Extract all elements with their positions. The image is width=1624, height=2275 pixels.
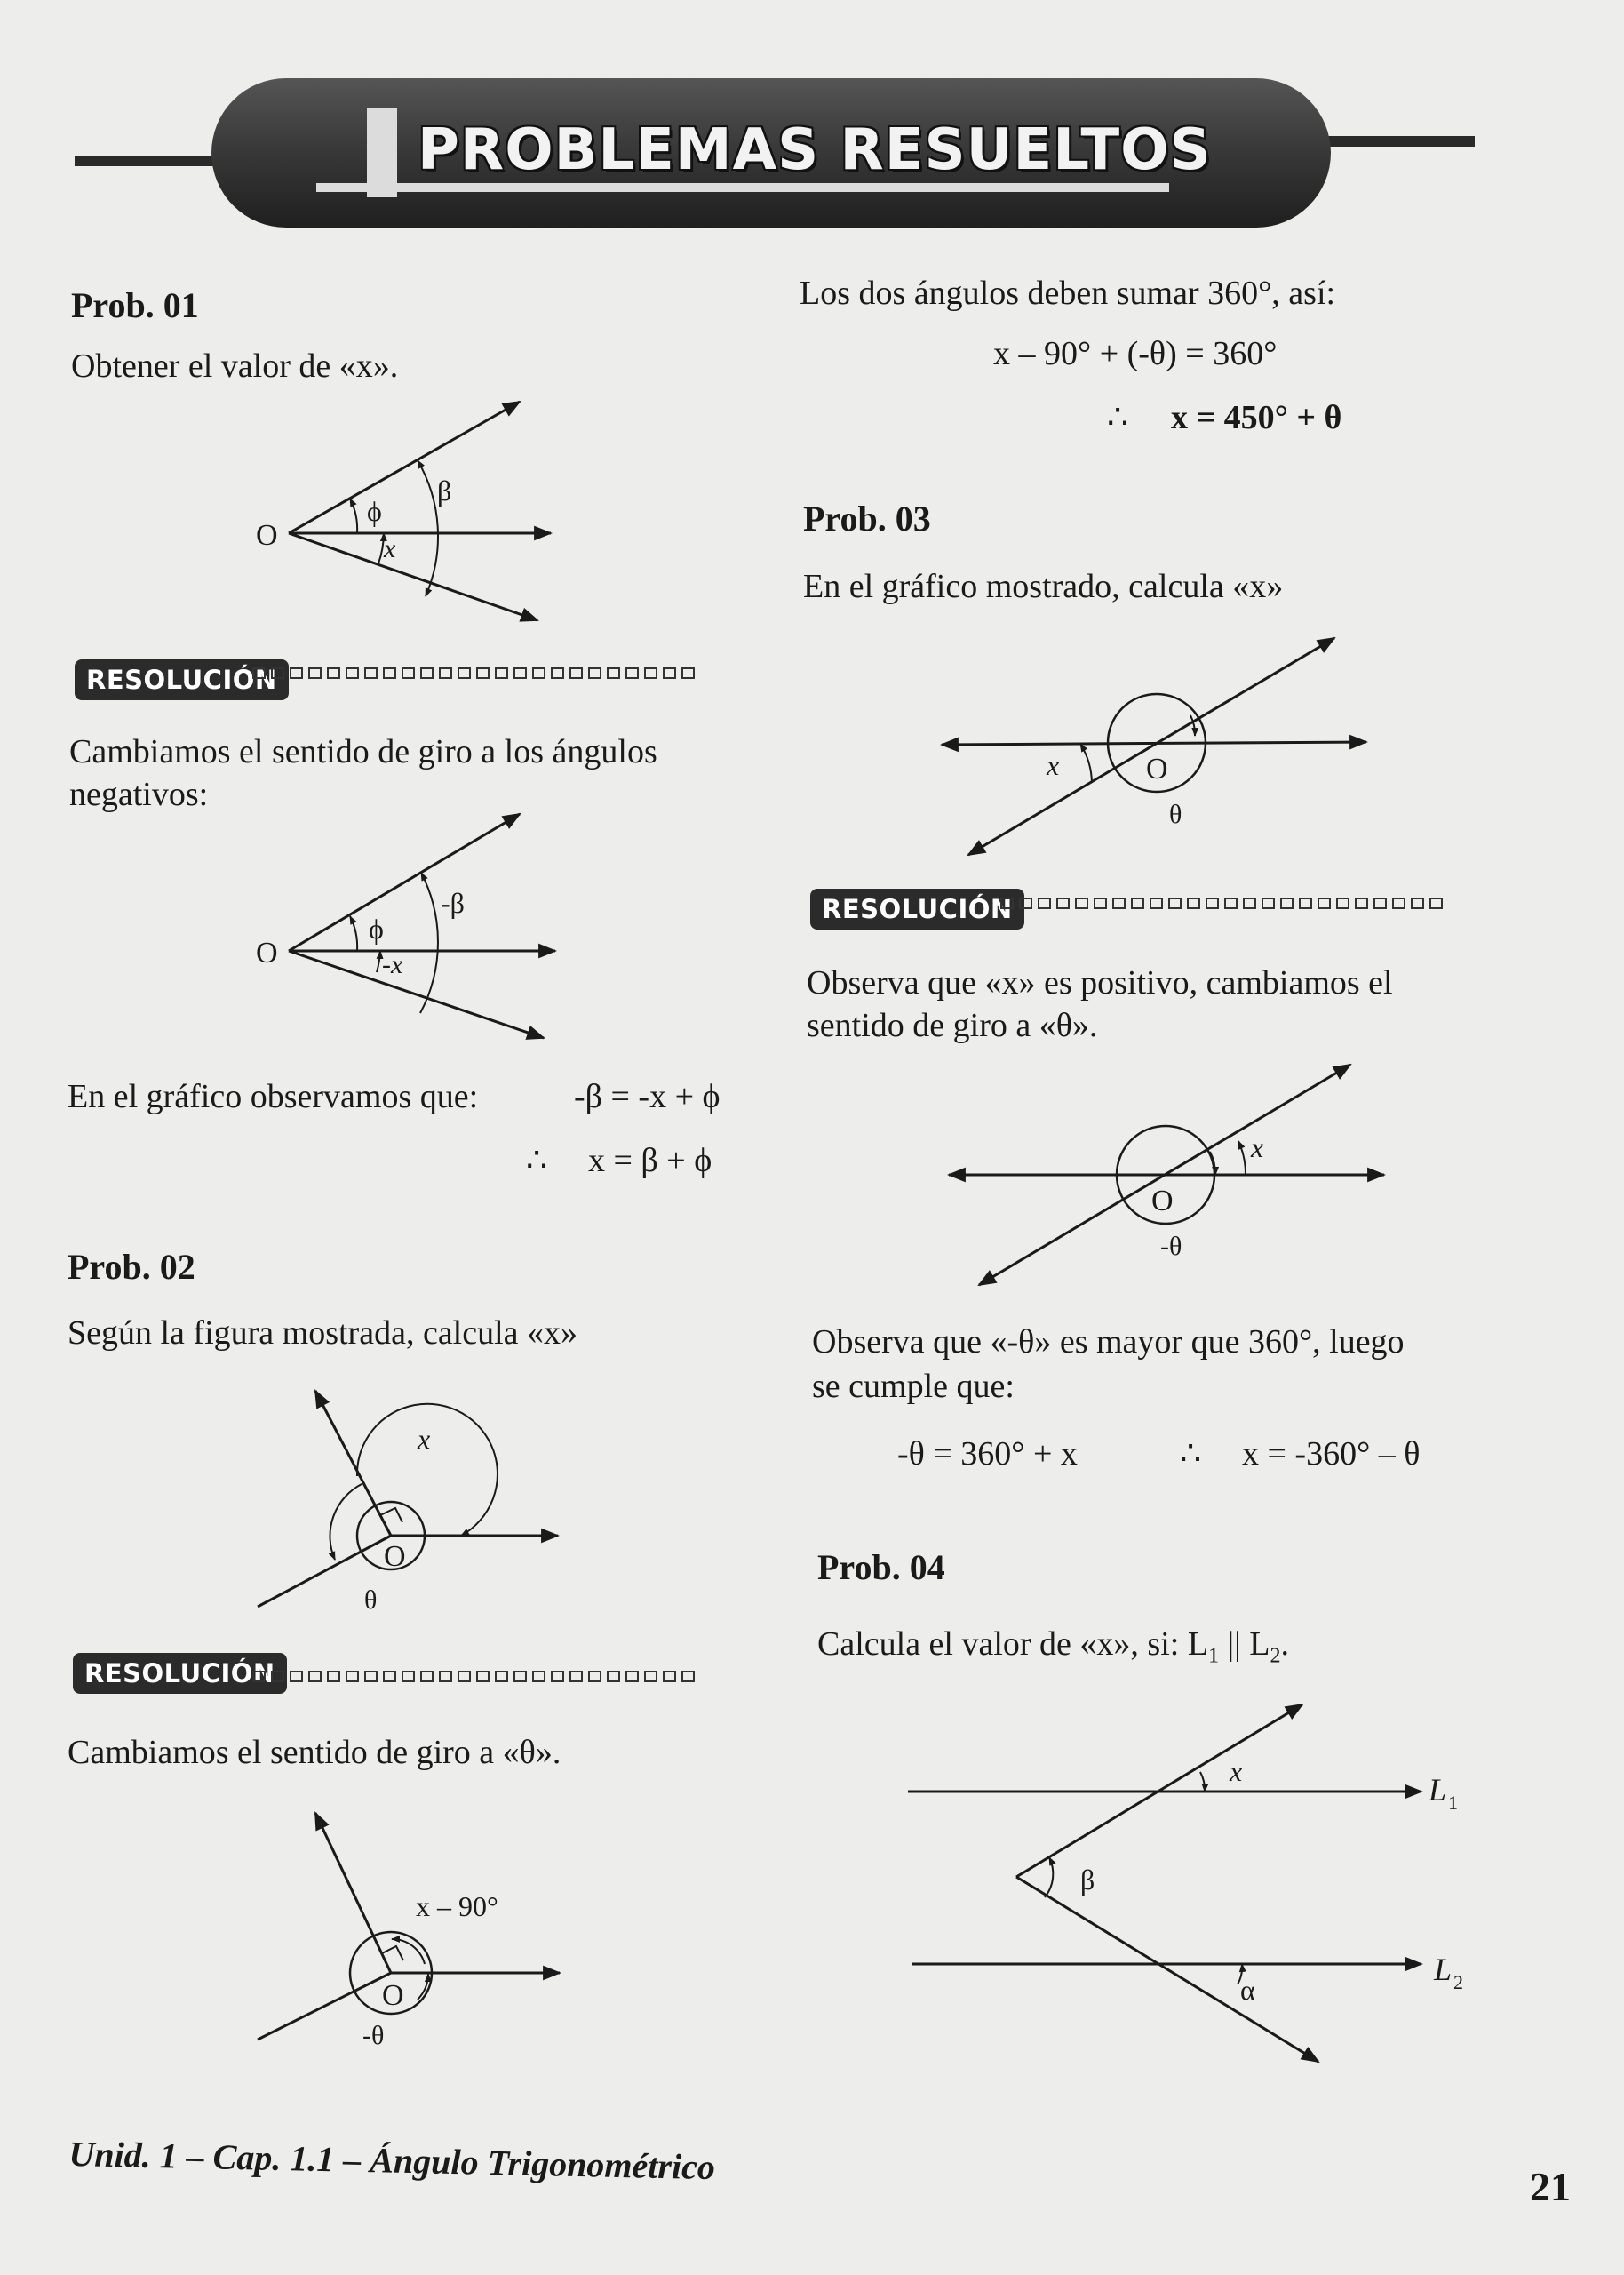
label-O: O (384, 1540, 406, 1573)
prob01-eq1: -β = -x + ϕ (574, 1078, 720, 1115)
label-neg-theta: -θ (362, 2021, 385, 2050)
prob01-text1: Cambiamos el sentido de giro a los ángulos (69, 733, 657, 770)
prob02-statement: Según la figura mostrada, calcula «x» (68, 1314, 578, 1352)
prob03-text4: se cumple que: (812, 1368, 1015, 1405)
prob02-eq1: x – 90° + (-θ) = 360° (993, 335, 1278, 372)
label-x: x (1230, 1755, 1243, 1787)
label-O: O (256, 519, 278, 552)
prob03-text2: sentido de giro a «θ». (807, 1007, 1098, 1044)
prob02-resolution-figure (231, 1795, 551, 2053)
page-number: 21 (1530, 2164, 1571, 2209)
label-alpha: α (1240, 1974, 1255, 2006)
label-L1: L (1429, 1772, 1447, 1808)
arc-phi (350, 499, 357, 533)
prob01-statement: Obtener el valor de «x». (71, 347, 399, 385)
label-L2-sub: 2 (1453, 1971, 1463, 1993)
prob01-resolution-tag: RESOLUCIÓN (75, 659, 289, 700)
label-x: x (1047, 749, 1060, 781)
page-title: PROBLEMAS RESUELTOS (418, 117, 1212, 183)
prob01-text2: negativos: (69, 776, 209, 813)
prob02-sum-text: Los dos ángulos deben sumar 360°, así: (800, 275, 1336, 312)
label-phi: ϕ (367, 495, 382, 527)
label-O: O (1151, 1185, 1174, 1217)
label-theta: θ (364, 1585, 378, 1615)
footer-chapter: Unid. 1 – Cap. 1.1 – Ángulo Trigonométrico (68, 2133, 716, 2188)
prob01-heading: Prob. 01 (71, 285, 199, 325)
prob02-resolution-dots (252, 1671, 695, 1682)
prob04-heading: Prob. 04 (817, 1547, 945, 1587)
label-phi: ϕ (369, 913, 384, 945)
ray-lower (289, 533, 537, 620)
prob02-therefore: ∴ (1107, 399, 1129, 436)
label-x-minus-90: x – 90° (416, 1890, 498, 1922)
prob02-figure (231, 1369, 551, 1617)
ray-upper (289, 402, 520, 533)
prob02-text1: Cambiamos el sentido de giro a «θ». (68, 1734, 561, 1771)
label-O: O (1146, 753, 1168, 786)
prob03-text3: Observa que «-θ» es mayor que 360°, luego (812, 1323, 1405, 1361)
header-stripe-horizontal (316, 183, 1169, 192)
label-beta: β (437, 475, 452, 507)
prob01-figure (249, 382, 604, 631)
prob03-resolution-figure (933, 1058, 1395, 1289)
prob03-text1: Observa que «x» es positivo, cambiamos el (807, 964, 1393, 1002)
label-neg-beta: -β (441, 887, 465, 919)
label-x: x (418, 1423, 431, 1455)
label-neg-theta: -θ (1160, 1232, 1182, 1261)
label-beta: β (1080, 1864, 1095, 1896)
prob02-heading: Prob. 02 (68, 1247, 195, 1287)
prob03-therefore: ∴ (1180, 1435, 1202, 1473)
prob03-eq2: x = -360° – θ (1242, 1435, 1421, 1473)
prob04-figure (897, 1688, 1501, 2062)
prob03-statement: En el gráfico mostrado, calcula «x» (803, 568, 1284, 605)
prob03-resolution-tag: RESOLUCIÓN (810, 889, 1024, 930)
prob03-figure (924, 622, 1386, 853)
label-O: O (256, 937, 278, 970)
label-L1-sub: 1 (1448, 1792, 1458, 1814)
prob01-resolution-figure (249, 800, 604, 1049)
label-L2: L (1434, 1952, 1453, 1987)
label-x: x (384, 534, 396, 563)
label-O: O (382, 1979, 404, 2012)
prob01-resolution-dots (252, 667, 695, 679)
prob03-resolution-dots (1000, 898, 1443, 909)
prob03-heading: Prob. 03 (803, 499, 931, 539)
transversal-lower (1016, 1877, 1318, 2062)
prob02-eq2: x = 450° + θ (1171, 399, 1342, 436)
label-x: x (1251, 1131, 1264, 1163)
prob03-eq1: -θ = 360° + x (897, 1435, 1078, 1473)
prob01-therefore: ∴ (526, 1142, 548, 1179)
label-theta: θ (1169, 800, 1182, 829)
prob01-observe: En el gráfico observamos que: (68, 1078, 479, 1115)
arc-beta (418, 460, 438, 596)
prob02-resolution-tag: RESOLUCIÓN (73, 1653, 287, 1694)
label-neg-x: -x (382, 950, 403, 979)
prob01-eq2: x = β + ϕ (588, 1142, 712, 1179)
prob04-statement: Calcula el valor de «x», si: $L_1$ || $L_2$. (817, 1625, 1289, 1668)
